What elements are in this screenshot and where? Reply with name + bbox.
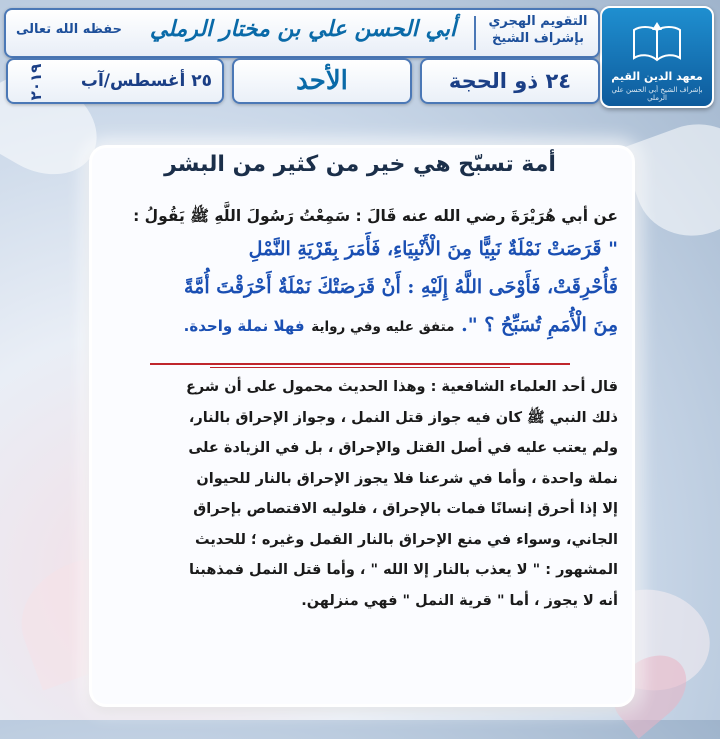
gregorian-year: ٢٠١٩ [27,63,45,101]
hadith-line: " قَرَصَتْ نَمْلَةٌ نَبِيًّا مِنَ الْأَنْبِيَاءِ، فَأَمَرَ بِقَرْيَةِ النَّمْلِ [248,238,618,260]
commentary-line: إلا إذا أحرق إنسانًا فمات بالإحراق ، فلوليه الاقتصاص بإحراق [193,501,618,517]
logo-name: معهد الدين القيم [611,70,703,83]
commentary-line: نملة واحدة ، وأما في شرعنا فلا يجوز الإحراق بالنار للحيوان [196,470,618,487]
sheikh-name: أبي الحسن علي بن مختار الرملي [149,16,457,42]
book-icon [632,22,682,62]
commentary-line: المشهور : " لا يعذب بالنار إلا الله " ، وأما قتل النمل فمذهبنا [189,562,618,578]
hijri-date: ٢٤ ذو الحجة [420,58,600,104]
background-petal [620,108,720,252]
commentary-line: ذلك النبي ﷺ كان فيه جواز قتل النمل ، وجواز الإحراق بالنار، [188,409,618,426]
commentary-line: قال أحد العلماء الشافعية : وهذا الحديث محمول على أن شرع [186,379,618,395]
commentary-line: أنه لا يجوز ، أما " قرية النمل " فهي منزلهن. [301,592,618,609]
red-divider [150,363,570,365]
title-bar [4,8,600,58]
article-title: أمة تسبّح هي خير من كثير من البشر [164,152,556,177]
hadith-source: متفق عليه وفي رواية [311,319,455,335]
gregorian-date-box [6,58,224,104]
hadith-line-final [94,314,618,336]
hadith-narration: عن أبي هُرَيْرَةَ رضي الله عنه قَالَ : سَمِعْتُ رَسُولَ اللَّهِ ﷺ يَقُولُ : [133,207,618,225]
divider [474,16,476,50]
hadith-line: فَأُحْرِقَتْ، فَأَوْحَى اللَّهُ إِلَيْهِ : أَنْ قَرَصَتْكَ نَمْلَةٌ أَحْرَقْتَ أُمَّةً [184,276,618,298]
gregorian-date: ٢٥ أغسطس/آب [80,71,212,91]
honorific: حفظه الله تعالى [16,22,122,37]
institute-logo [600,6,714,108]
calendar-label: التقويم الهجري بإشراف الشيخ [488,14,588,46]
commentary [100,372,618,616]
logo-subtitle: بإشراف الشيخ أبي الحسن علي الرملي [611,86,703,102]
date-bar [8,58,600,104]
hadith-text: مِنَ الْأُمَمِ تُسَبِّحُ ؟ ". [461,314,618,336]
header [0,0,720,108]
weekday: الأحد [232,58,412,104]
commentary-line: الجاني، وسواء في منع الإحراق بالنار القمل وغيره ؛ للحديث [194,531,618,548]
hadith-variant: فهلا نملة واحدة. [183,317,305,335]
commentary-line: ولم يعتب عليه في أصل القتل والإحراق ، بل في الزيادة على [188,440,618,456]
